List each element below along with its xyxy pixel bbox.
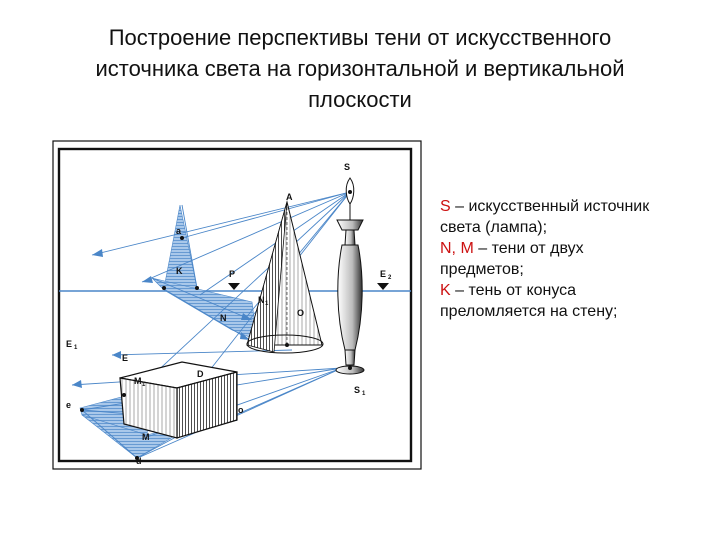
legend-s-text2: света (лампа); <box>440 219 548 236</box>
label-o: O <box>297 308 305 318</box>
title-line-3: плоскости <box>308 87 412 112</box>
label-p: P <box>229 269 236 279</box>
label-s: S <box>344 162 351 172</box>
legend-s-text1: – искусственный источник <box>450 198 650 215</box>
label-e1-sub: 1 <box>74 345 78 351</box>
legend-s-letter: S <box>440 198 451 215</box>
label-m1-sub: 1 <box>142 382 146 388</box>
legend-nm-letters: N, M <box>440 240 474 257</box>
label-n: N <box>220 313 227 323</box>
legend-row-s <box>440 196 710 217</box>
label-e-small: e <box>66 400 72 410</box>
legend-row-k <box>440 280 710 301</box>
label-a-small: a <box>176 226 182 236</box>
legend-nm-text2: предметов; <box>440 261 524 278</box>
legend-k-letter: K <box>440 282 451 299</box>
label-s1: S <box>354 385 361 395</box>
slide-title <box>40 22 680 115</box>
label-e1: E <box>66 339 73 349</box>
title-line-2: источника света на горизонтальной и вертикальной <box>95 56 625 81</box>
label-k: K <box>176 266 183 276</box>
label-e2-sub: 2 <box>388 275 392 281</box>
legend-text <box>440 196 710 322</box>
label-m: M <box>142 432 150 442</box>
label-o-small: o <box>238 405 244 415</box>
label-n1-sub: 1 <box>265 301 269 307</box>
label-n1: N <box>258 295 265 305</box>
legend-k-text: – тень от конуса <box>450 282 577 299</box>
label-e2: E <box>380 269 387 279</box>
legend-nm-text1: – тени от двух <box>473 240 584 257</box>
label-d-small: d <box>136 456 142 466</box>
label-m1: M <box>134 376 142 386</box>
label-a: A <box>286 192 293 202</box>
figure-svg <box>52 140 422 470</box>
perspective-shadow-figure <box>52 140 422 470</box>
label-e: E <box>122 353 129 363</box>
label-s1-sub: 1 <box>362 391 366 397</box>
title-line-1: Построение перспективы тени от искусственного <box>108 25 612 50</box>
label-d: D <box>197 369 204 379</box>
legend-row-nm <box>440 238 710 259</box>
legend-k-text2: преломляется на стену; <box>440 303 618 320</box>
